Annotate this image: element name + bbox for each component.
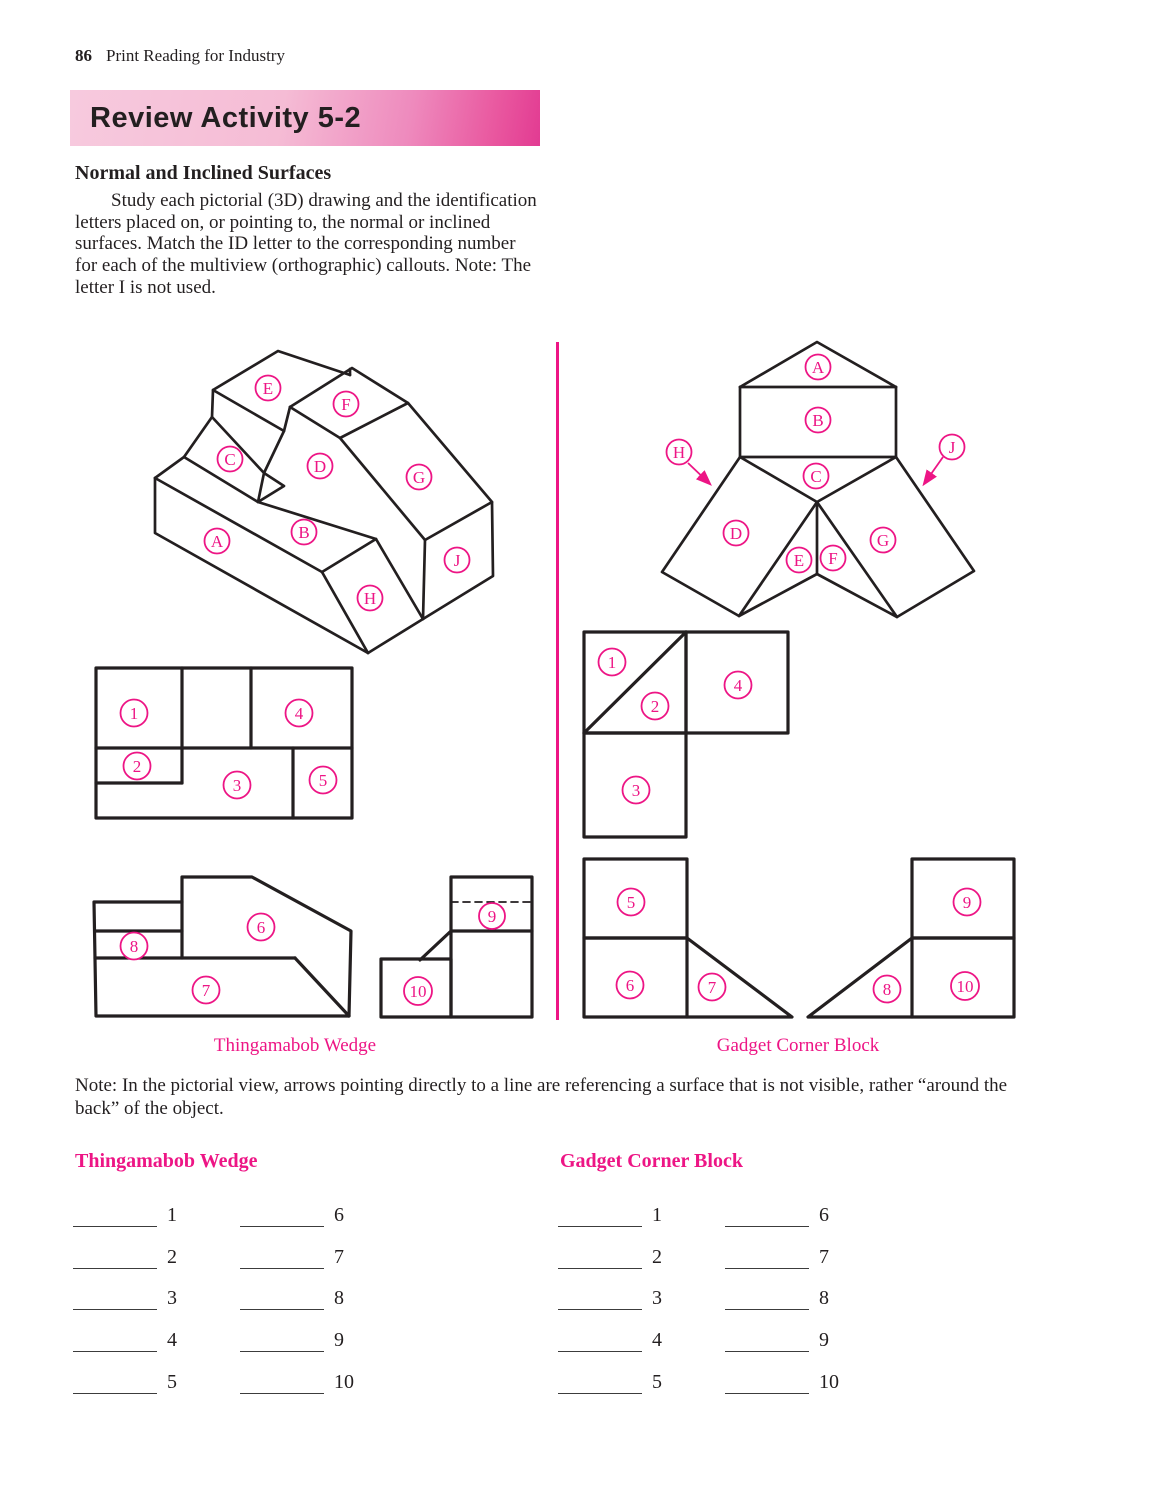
svg-text:7: 7 (201, 981, 211, 1000)
gadget-surface-label-H (667, 440, 692, 465)
answer-number: 2 (167, 1245, 177, 1268)
wedge-answer-blank-9[interactable] (240, 1329, 324, 1352)
gadget-answer-blank-7[interactable] (725, 1246, 809, 1269)
wedge-surface-label-C (218, 447, 243, 472)
wedge-answer-column-1 (73, 1185, 177, 1394)
answer-number: 1 (167, 1203, 177, 1226)
gadget-surface-label-C (804, 464, 829, 489)
svg-text:9: 9 (962, 893, 972, 912)
gadget-callout-7 (699, 974, 726, 1001)
gadget-answer-blank-4[interactable] (558, 1329, 642, 1352)
svg-text:B: B (298, 523, 310, 542)
activity-title: Review Activity 5-2 (90, 101, 362, 134)
svg-text:2: 2 (132, 757, 142, 776)
answer-number: 7 (334, 1245, 344, 1268)
wedge-surface-label-D (308, 454, 333, 479)
gadget-figure-caption: Gadget Corner Block (716, 1035, 880, 1056)
gadget-arrow-J (924, 457, 943, 484)
answer-number: 8 (819, 1287, 829, 1310)
gadget-surface-label-A (806, 355, 831, 380)
svg-text:F: F (828, 549, 838, 568)
svg-text:8: 8 (129, 937, 139, 956)
svg-text:6: 6 (625, 976, 635, 995)
gadget-top-view (584, 632, 788, 837)
wedge-callout-5 (310, 767, 337, 794)
gadget-callout-9 (954, 889, 981, 916)
wedge-callout-6 (248, 914, 275, 941)
svg-text:E: E (793, 551, 805, 570)
answer-row (240, 1310, 354, 1352)
answer-row (558, 1352, 662, 1394)
wedge-side-view (381, 877, 532, 1017)
answer-row (558, 1310, 662, 1352)
wedge-answer-blank-8[interactable] (240, 1287, 324, 1310)
gadget-answer-blank-1[interactable] (558, 1204, 642, 1227)
svg-text:1: 1 (129, 704, 139, 723)
answer-row (240, 1269, 354, 1311)
svg-text:9: 9 (487, 907, 497, 926)
wedge-answer-blank-1[interactable] (73, 1204, 157, 1227)
gadget-answer-blank-6[interactable] (725, 1204, 809, 1227)
answer-number: 7 (819, 1245, 829, 1268)
gadget-callout-2 (642, 693, 669, 720)
answer-number: 10 (819, 1370, 839, 1393)
svg-text:D: D (313, 457, 327, 476)
svg-text:1: 1 (607, 653, 617, 672)
svg-text:D: D (729, 524, 743, 543)
svg-text:2: 2 (650, 697, 660, 716)
gadget-surface-label-F (821, 546, 846, 571)
svg-text:10: 10 (409, 982, 427, 1001)
wedge-callout-2 (124, 753, 151, 780)
answer-row (73, 1310, 177, 1352)
wedge-surface-label-G (407, 465, 432, 490)
wedge-surface-label-B (292, 520, 317, 545)
gadget-answers-heading: Gadget Corner Block (560, 1150, 743, 1172)
svg-text:5: 5 (626, 893, 636, 912)
answer-number: 6 (819, 1203, 829, 1226)
answer-row (73, 1185, 177, 1227)
answer-number: 4 (167, 1329, 177, 1352)
gadget-surface-label-E (787, 548, 812, 573)
answer-row (558, 1269, 662, 1311)
wedge-answer-blank-6[interactable] (240, 1204, 324, 1227)
wedge-callout-1 (121, 700, 148, 727)
svg-text:C: C (224, 450, 236, 469)
svg-text:H: H (363, 589, 377, 608)
wedge-answer-blank-4[interactable] (73, 1329, 157, 1352)
wedge-answer-blank-5[interactable] (73, 1371, 157, 1394)
gadget-surface-label-G (871, 528, 896, 553)
answer-number: 9 (334, 1329, 344, 1352)
gadget-surface-label-B (806, 408, 831, 433)
answer-number: 8 (334, 1287, 344, 1310)
svg-text:G: G (412, 468, 426, 487)
svg-text:6: 6 (256, 918, 266, 937)
gadget-callout-8 (874, 976, 901, 1003)
answer-row (73, 1269, 177, 1311)
gadget-surface-label-J (940, 435, 965, 460)
gadget-front-view (584, 859, 792, 1017)
wedge-figure-caption: Thingamabob Wedge (213, 1035, 377, 1056)
wedge-answer-blank-2[interactable] (73, 1246, 157, 1269)
wedge-answers-heading: Thingamabob Wedge (75, 1150, 258, 1172)
wedge-front-view (94, 877, 351, 1016)
section-heading: Normal and Inclined Surfaces (75, 162, 332, 184)
wedge-surface-label-F (334, 392, 359, 417)
svg-text:3: 3 (631, 781, 641, 800)
answer-row (558, 1185, 662, 1227)
page-number: 86 (75, 46, 92, 65)
svg-text:B: B (812, 411, 824, 430)
svg-text:3: 3 (232, 776, 242, 795)
answer-number: 5 (652, 1370, 662, 1393)
answer-number: 3 (652, 1287, 662, 1310)
answer-number: 9 (819, 1329, 829, 1352)
wedge-surface-label-A (205, 529, 230, 554)
svg-text:7: 7 (707, 978, 717, 997)
gadget-callout-3 (623, 777, 650, 804)
gadget-callout-4 (725, 672, 752, 699)
svg-text:J: J (948, 438, 956, 457)
wedge-answer-blank-10[interactable] (240, 1371, 324, 1394)
answer-row (240, 1227, 354, 1269)
wedge-answer-blank-7[interactable] (240, 1246, 324, 1269)
answer-row (73, 1227, 177, 1269)
wedge-answer-blank-3[interactable] (73, 1287, 157, 1310)
wedge-surface-label-H (358, 586, 383, 611)
instructions-paragraph: Study each pictorial (3D) drawing and the identification letters placed on, or pointing to, the normal or inclined surfaces. Match the ID letter to the corresponding number for each of the multiview (orthographic) callouts. Note: The letter I is not used. (75, 190, 537, 298)
gadget-answer-blank-3[interactable] (558, 1287, 642, 1310)
answer-row (725, 1185, 839, 1227)
gadget-answer-column-2 (725, 1185, 839, 1394)
gadget-answer-blank-2[interactable] (558, 1246, 642, 1269)
wedge-top-view (96, 668, 352, 818)
gadget-pictorial (662, 342, 974, 617)
gadget-answer-blank-5[interactable] (558, 1371, 642, 1394)
gadget-callout-10 (951, 972, 979, 1000)
answer-row (725, 1310, 839, 1352)
svg-text:F: F (341, 395, 351, 414)
answer-number: 5 (167, 1370, 177, 1393)
svg-text:8: 8 (882, 980, 892, 999)
wedge-surface-label-J (445, 548, 470, 573)
book-title: Print Reading for Industry (106, 46, 285, 65)
answer-number: 1 (652, 1203, 662, 1226)
wedge-callout-3 (224, 772, 251, 799)
running-head (75, 46, 285, 66)
gadget-callout-1 (599, 649, 626, 676)
wedge-answer-column-2 (240, 1185, 354, 1394)
note-paragraph: Note: In the pictorial view, arrows pointing directly to a line are referencing a surface that is not visible, rather “around the back” of the object. (75, 1075, 1008, 1119)
wedge-callout-4 (286, 700, 313, 727)
answer-number: 2 (652, 1245, 662, 1268)
svg-text:10: 10 (956, 977, 974, 996)
svg-text:A: A (811, 358, 825, 377)
wedge-callout-10 (404, 977, 432, 1005)
svg-text:G: G (876, 531, 890, 550)
answer-number: 4 (652, 1329, 662, 1352)
gadget-answer-blank-9[interactable] (725, 1329, 809, 1352)
gadget-answer-blank-8[interactable] (725, 1287, 809, 1310)
wedge-pictorial (155, 351, 493, 653)
svg-text:A: A (210, 532, 224, 551)
svg-text:H: H (672, 443, 686, 462)
gadget-answer-blank-10[interactable] (725, 1371, 809, 1394)
gadget-callout-6 (617, 972, 644, 999)
answer-row (73, 1352, 177, 1394)
answer-row (240, 1352, 354, 1394)
wedge-surface-label-E (256, 376, 281, 401)
svg-text:J: J (453, 551, 461, 570)
gadget-arrow-H (688, 463, 710, 484)
gadget-surface-label-D (724, 521, 749, 546)
activity-banner (70, 90, 540, 146)
gadget-callout-5 (618, 889, 645, 916)
gadget-side-view (808, 859, 1014, 1017)
answer-row (240, 1185, 354, 1227)
answer-row (558, 1227, 662, 1269)
answer-row (725, 1227, 839, 1269)
figures-drawing (0, 330, 1156, 1070)
answer-row (725, 1269, 839, 1311)
svg-text:E: E (262, 379, 274, 398)
gadget-answer-column-1 (558, 1185, 662, 1394)
svg-text:4: 4 (733, 676, 743, 695)
wedge-callout-8 (121, 933, 148, 960)
svg-text:C: C (810, 467, 822, 486)
svg-text:4: 4 (294, 704, 304, 723)
svg-text:5: 5 (318, 771, 328, 790)
wedge-callout-9 (479, 903, 505, 929)
wedge-callout-7 (193, 977, 220, 1004)
answer-row (725, 1352, 839, 1394)
answer-number: 6 (334, 1203, 344, 1226)
answer-number: 10 (334, 1370, 354, 1393)
answer-number: 3 (167, 1287, 177, 1310)
